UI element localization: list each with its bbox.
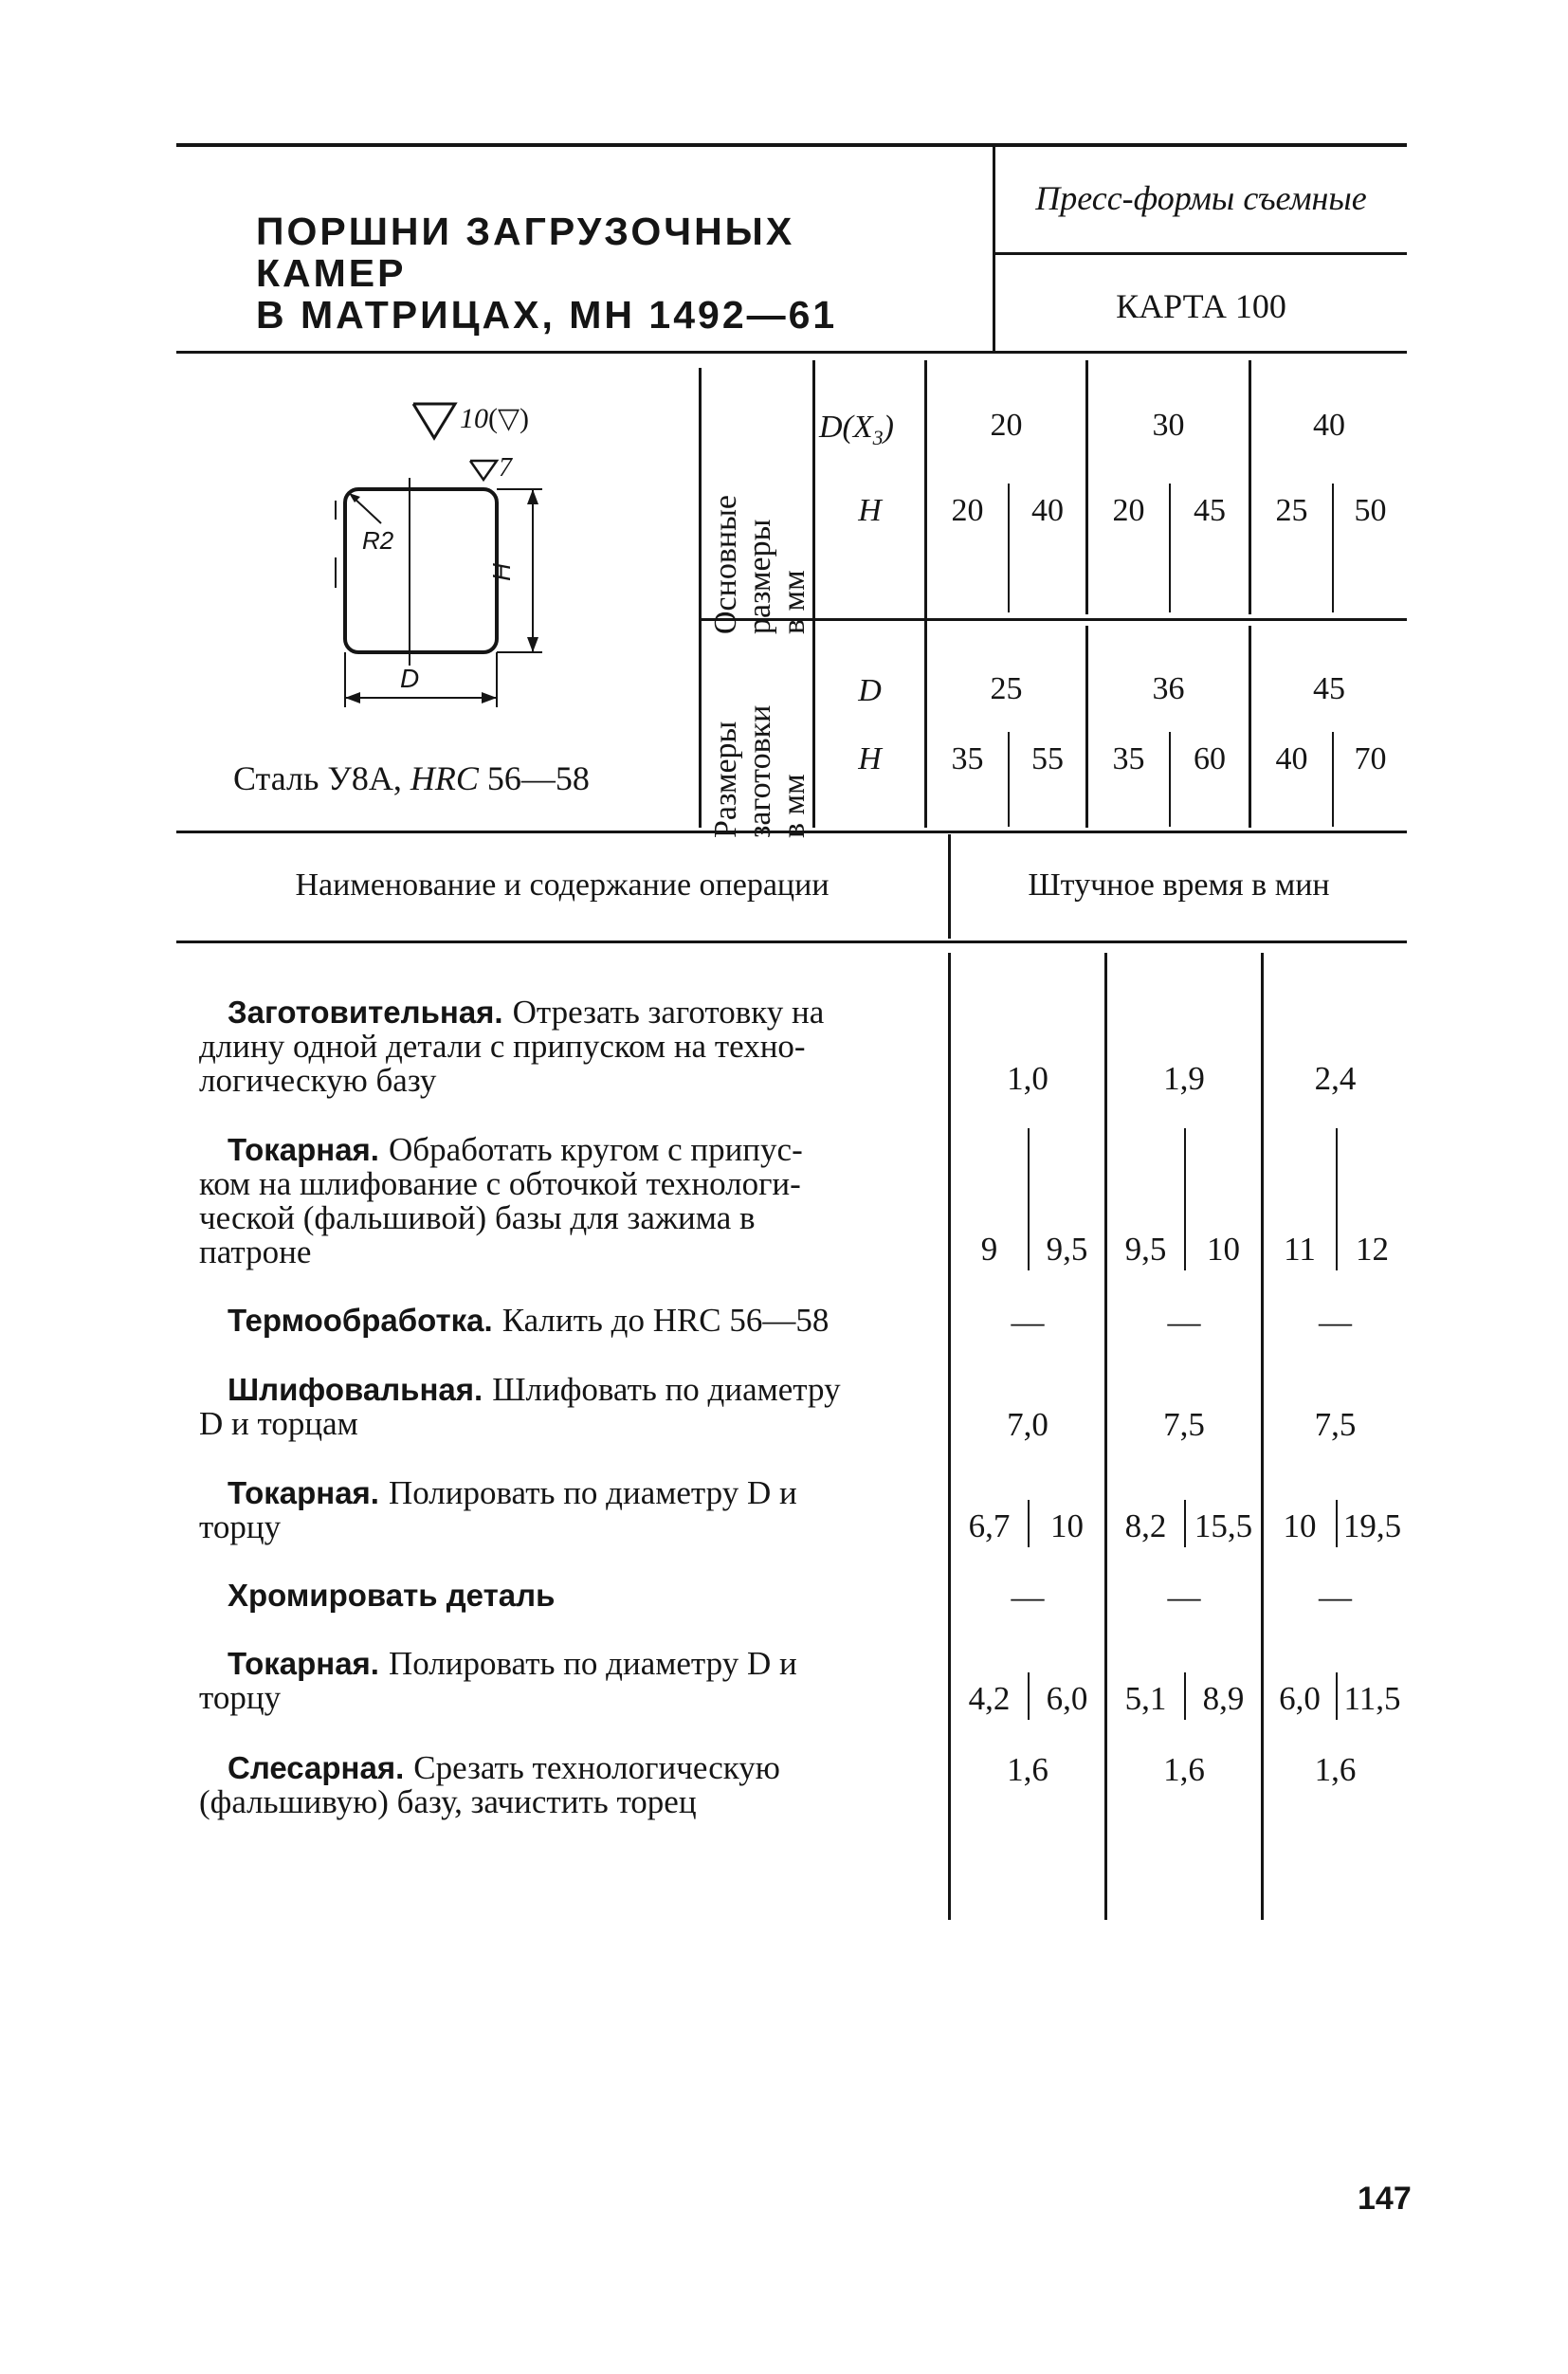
category-label: Пресс-формы съемные [1035, 179, 1367, 217]
blank-h-value: 55 [1031, 741, 1064, 776]
page-title [256, 210, 920, 336]
blank-h-value: 40 [1275, 741, 1308, 776]
operation-time: 15,5 [1194, 1507, 1253, 1544]
operation-time: 7,5 [1314, 1406, 1357, 1443]
dims-left-border [699, 368, 702, 828]
operation-first-line [199, 995, 939, 1030]
blank-h-label: H [858, 741, 882, 776]
operation-time: 6,0 [1046, 1680, 1088, 1717]
basic-d-value: 30 [1152, 408, 1185, 443]
operation-time: 5,1 [1124, 1680, 1167, 1717]
operation-first-line [199, 1647, 939, 1681]
operation-line: Отрезать заготовку на [512, 994, 825, 1031]
roughness-main-value: 10 [460, 403, 488, 434]
operation-text [199, 995, 939, 1098]
operation-name: Заготовительная. [228, 995, 503, 1030]
operation-time: 1,6 [1314, 1751, 1357, 1788]
operation-name: Термообработка. [228, 1303, 493, 1338]
dim-d-label: D [400, 664, 420, 693]
page-number: 147 [1358, 2181, 1412, 2217]
operation-time: — [1319, 1579, 1352, 1616]
header-bottom-rule [176, 351, 1407, 354]
basic-d-label-text: D(X [819, 410, 873, 445]
blank-dims-label [709, 611, 821, 838]
roughness-main [460, 402, 529, 435]
dims-group-divider-1 [1085, 360, 1088, 614]
operation-line: логическую базу [199, 1062, 437, 1099]
operation-time: 1,6 [1163, 1751, 1205, 1788]
top-rule [176, 143, 1407, 147]
basic-d-value: 40 [1313, 408, 1345, 443]
basic-h-label: H [858, 493, 882, 528]
ops-header-rule [176, 940, 1407, 943]
basic-h-value: 25 [1275, 493, 1308, 528]
time-split-line [1184, 1672, 1186, 1720]
operation-line: Срезать технологическую [413, 1749, 780, 1786]
basic-h-value: 45 [1194, 493, 1226, 528]
basic-dims-label-1: Основные [708, 494, 743, 634]
operation-name: Шлифовальная. [228, 1372, 483, 1407]
roughness-paren: (▽) [488, 403, 530, 434]
dims-group-divider-2 [1249, 360, 1251, 614]
operation-time: 11 [1284, 1231, 1316, 1268]
operation-time: 9,5 [1124, 1231, 1167, 1268]
operation-first-line [199, 1373, 939, 1407]
blank-d-value: 45 [1313, 671, 1345, 706]
part-drawing [322, 398, 569, 711]
blank-dims-label-2: заготовки [742, 704, 777, 838]
dims-group-divider-2b [1249, 626, 1251, 828]
blank-d-value: 25 [990, 671, 1023, 706]
operation-time: — [1011, 1304, 1045, 1341]
basic-d-label-close: ) [883, 410, 894, 445]
operation-name: Токарная. [228, 1475, 379, 1510]
title-line-1: ПОРШНИ ЗАГРУЗОЧНЫХ КАМЕР [256, 210, 795, 295]
time-split-line [1184, 1500, 1186, 1547]
material-spec [233, 758, 590, 798]
basic-h-value: 20 [1112, 493, 1145, 528]
basic-d-value: 20 [990, 408, 1023, 443]
operation-first-line [199, 1476, 939, 1510]
dim-h-label: H [486, 563, 516, 581]
operation-line: D и торцам [199, 1405, 358, 1442]
operation-time: 10 [1050, 1507, 1084, 1544]
operation-first-line [199, 1304, 939, 1338]
blank-h-value: 70 [1354, 741, 1387, 776]
blank-d-label: D [858, 673, 882, 708]
operation-time: 6,7 [968, 1507, 1011, 1544]
operation-line: Калить до HRC 56—58 [501, 1302, 830, 1339]
operation-first-line [199, 1133, 939, 1167]
basic-h-value: 50 [1354, 493, 1387, 528]
operation-line: Шлифовать по диаметру [492, 1371, 841, 1408]
operation-time: 6,0 [1279, 1680, 1321, 1717]
time-split-line [1336, 1672, 1338, 1720]
operation-time: 8,9 [1202, 1680, 1245, 1717]
operation-text [199, 1476, 939, 1544]
operation-text [199, 1751, 939, 1819]
ops-time-header: Штучное время в мин [1028, 867, 1330, 903]
operation-first-line [199, 1751, 939, 1785]
basic-dims-label-3: в мм [776, 570, 811, 634]
operation-name: Токарная. [228, 1646, 379, 1681]
operation-time: 10 [1283, 1507, 1317, 1544]
operation-line: длину одной детали с припуском на техно- [199, 1028, 806, 1065]
operation-name: Хромировать деталь [228, 1578, 556, 1613]
operation-time: 2,4 [1314, 1060, 1357, 1097]
operation-line: Полировать по диаметру D и [388, 1645, 797, 1682]
operation-text [199, 1373, 939, 1441]
operation-time: 9,5 [1046, 1231, 1088, 1268]
dims-group-divider-1b [1085, 626, 1088, 828]
radius-label: R2 [362, 526, 394, 555]
basic-dims-label-2: размеры [742, 519, 777, 634]
operation-time: 10 [1207, 1231, 1240, 1268]
operation-line: торцу [199, 1679, 282, 1716]
header-right-rule [995, 252, 1407, 255]
operation-time: 7,0 [1007, 1406, 1048, 1443]
operation-time: — [1167, 1304, 1201, 1341]
basic-h-value: 40 [1031, 493, 1064, 528]
ops-name-header: Наименование и содержание операции [295, 867, 830, 903]
operation-time: 7,5 [1163, 1406, 1205, 1443]
basic-d-label-sub: 3 [872, 425, 884, 449]
operation-time: 1,6 [1007, 1751, 1048, 1788]
basic-dims-label [709, 407, 821, 634]
operation-line: ком на шлифование с обточкой технологи- [199, 1165, 801, 1202]
operation-time: — [1167, 1579, 1201, 1616]
operation-time: 19,5 [1342, 1507, 1402, 1544]
operation-name: Токарная. [228, 1132, 379, 1167]
operation-time: 12 [1356, 1231, 1389, 1268]
operation-time: 8,2 [1124, 1507, 1167, 1544]
time-split-line [1028, 1128, 1030, 1270]
material-label: Сталь У8А, [233, 759, 402, 797]
operation-time: 11,5 [1343, 1680, 1401, 1717]
blank-h-value: 35 [951, 741, 984, 776]
operation-line: ческой (фальшивой) базы для зажима в [199, 1199, 756, 1236]
operation-line: патроне [199, 1233, 312, 1270]
operation-text [199, 1304, 939, 1338]
time-split-line [1336, 1128, 1338, 1270]
operation-line: (фальшивую) базу, зачистить торец [199, 1783, 697, 1820]
basic-h-value: 20 [951, 493, 984, 528]
time-split-line [1028, 1672, 1030, 1720]
basic-d-label [819, 410, 894, 450]
hardness-label: HRC [410, 759, 479, 797]
operation-line: Обработать кругом с припус- [388, 1131, 803, 1168]
operation-text [199, 1647, 939, 1715]
operation-first-line [199, 1579, 939, 1613]
operation-text [199, 1133, 939, 1269]
operation-name: Слесарная. [228, 1750, 405, 1785]
time-split-line [1184, 1128, 1186, 1270]
blank-dims-label-3: в мм [776, 774, 811, 838]
operation-time: 1,9 [1163, 1060, 1205, 1097]
operation-time: 1,0 [1007, 1060, 1048, 1097]
hardness-range: 56—58 [486, 759, 590, 797]
card-number: КАРТА 100 [1116, 287, 1286, 325]
time-split-line [1336, 1500, 1338, 1547]
time-split-line [1028, 1500, 1030, 1547]
blank-h-value: 35 [1112, 741, 1145, 776]
piston-sketch-icon [322, 398, 569, 711]
operation-time: — [1319, 1304, 1352, 1341]
title-line-2: В МАТРИЦАХ, МН 1492—61 [256, 293, 838, 337]
blank-d-value: 36 [1152, 671, 1185, 706]
operation-time: 4,2 [968, 1680, 1011, 1717]
blank-dims-label-1: Размеры [708, 721, 743, 838]
operation-line: торцу [199, 1508, 282, 1545]
operation-line: Полировать по диаметру D и [388, 1474, 797, 1511]
operation-time: — [1011, 1579, 1045, 1616]
operation-time: 9 [980, 1231, 998, 1268]
operation-text [199, 1579, 939, 1613]
roughness-side: 7 [499, 453, 512, 483]
blank-h-value: 60 [1194, 741, 1226, 776]
